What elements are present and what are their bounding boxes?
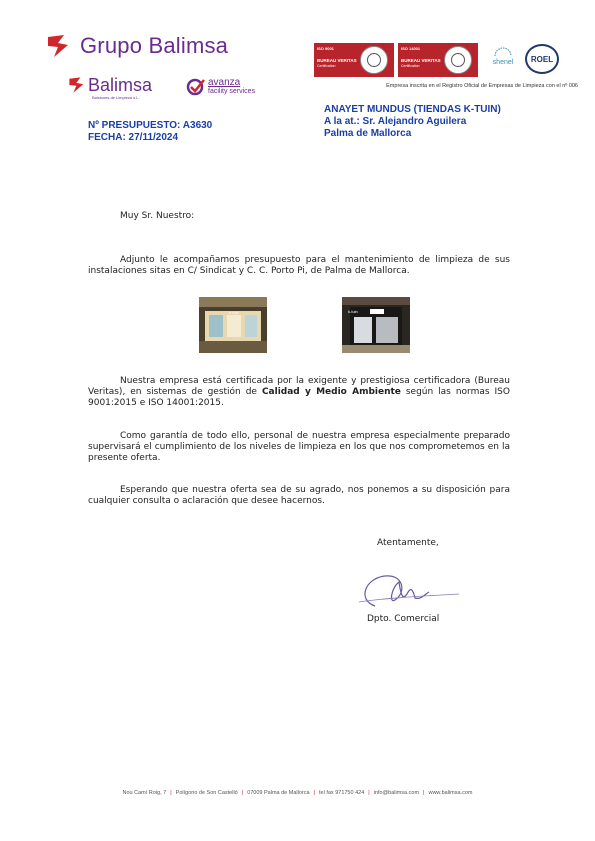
cert-label: Certification xyxy=(317,64,336,68)
shenel-arc-icon xyxy=(493,45,513,57)
footer-separator: | xyxy=(170,790,172,796)
store-sign: k-tuin xyxy=(348,309,358,314)
balimsa-b-icon xyxy=(44,33,74,59)
footer-website[interactable]: www.balimsa.com xyxy=(428,790,473,796)
footer-email[interactable]: info@balimsa.com xyxy=(373,790,420,796)
store-photo-porto-pi xyxy=(342,297,410,353)
footer-phone: tel fax 971750 424 xyxy=(319,790,365,796)
closing: Atentamente, xyxy=(377,538,439,548)
paragraph-2-part-a: Nuestra empresa está certificada por la exigente y prestigiosa certificadora (Bureau Veritas), en sistemas de gestión de xyxy=(88,376,510,397)
paragraph-3 xyxy=(88,431,510,464)
cert-code: ISO 14001 xyxy=(401,46,421,51)
shenel-logo xyxy=(486,45,520,66)
paragraph-1 xyxy=(88,255,510,277)
footer-separator: | xyxy=(423,790,425,796)
paragraph-1-text: Adjunto le acompañamos presupuesto para el mantenimiento de limpieza de sus instalaciones sitas en C/ Sindicat y C. C. Porto Pi, de Palma de Mallorca. xyxy=(88,255,510,276)
brand-sub: Balimsa xyxy=(88,75,153,95)
signature-icon xyxy=(355,566,465,612)
cert-iso9001 xyxy=(314,43,394,77)
avanza-check-icon xyxy=(186,78,206,96)
paragraph-3-text: Como garantía de todo ello, personal de nuestra empresa especialmente preparado supervisará el cumplimiento de los niveles de limpieza en los que nos comprometemos en la presente oferta. xyxy=(88,431,510,463)
client-attention: A la at.: Sr. Alejandro Aguilera xyxy=(324,116,467,127)
cert-body: BUREAU VERITAS xyxy=(401,58,441,63)
paragraph-2-part-b: según las normas ISO 9001:2015 e ISO 14001:2015. xyxy=(88,387,510,408)
store-front-image xyxy=(199,297,267,353)
paragraph-4 xyxy=(88,485,510,507)
balimsa-b-small-icon xyxy=(66,76,88,94)
footer xyxy=(0,790,595,796)
partner-name: avanza xyxy=(208,77,241,88)
roel-logo xyxy=(525,44,559,74)
footer-separator: | xyxy=(313,790,315,796)
footer-separator: | xyxy=(368,790,370,796)
paragraph-2 xyxy=(88,376,510,409)
footer-poligono: Polígono de Son Castelló xyxy=(175,790,238,796)
avanza-logo xyxy=(186,78,255,96)
cert-code: ISO 9001 xyxy=(317,46,334,51)
store-photo-sindicat xyxy=(199,297,267,353)
cert-body: BUREAU VERITAS xyxy=(317,58,357,63)
store-sign: k-tuin xyxy=(229,310,239,315)
bureau-veritas-seal-icon xyxy=(360,46,388,74)
client-name: ANAYET MUNDUS (TIENDAS K-TUIN) xyxy=(324,104,501,115)
footer-address: Nou Camí Roig, 7 xyxy=(122,790,167,796)
brand-sub-tag: Balsiones de Limpieza s.L. xyxy=(92,95,140,100)
shenel-label: shenel xyxy=(492,59,514,66)
brand-main: Grupo Balimsa xyxy=(80,33,229,58)
paragraph-4-text: Esperando que nuestra oferta sea de su agrado, nos ponemos a su disposición para cualquier consulta o aclaración que desee hacernos. xyxy=(88,485,510,506)
paragraph-2-text xyxy=(88,376,510,409)
partner-tag: facility services xyxy=(208,88,256,95)
registro-text: Empresa inscrita en el Registro Oficial de Empresas de Limpieza con el nº 006 xyxy=(386,83,578,89)
salutation: Muy Sr. Nuestro: xyxy=(120,211,195,221)
cert-label: Certification xyxy=(401,64,420,68)
footer-city: 07009 Palma de Mallorca xyxy=(247,790,310,796)
store-front-image xyxy=(342,297,410,353)
footer-separator: | xyxy=(241,790,244,796)
quote-number: Nº PRESUPUESTO: A3630 xyxy=(88,120,213,131)
department: Dpto. Comercial xyxy=(367,614,440,624)
balimsa-logo xyxy=(66,75,153,100)
paragraph-2-bold: Calidad y Medio Ambiente xyxy=(261,387,401,397)
client-city: Palma de Mallorca xyxy=(324,128,412,139)
cert-iso14001 xyxy=(398,43,478,77)
roel-label: ROEL xyxy=(530,54,554,64)
grupo-balimsa-logo xyxy=(44,33,228,59)
quote-date: FECHA: 27/11/2024 xyxy=(88,132,179,143)
quote-block xyxy=(88,120,212,144)
client-block xyxy=(324,104,501,140)
bureau-veritas-seal-icon xyxy=(444,46,472,74)
